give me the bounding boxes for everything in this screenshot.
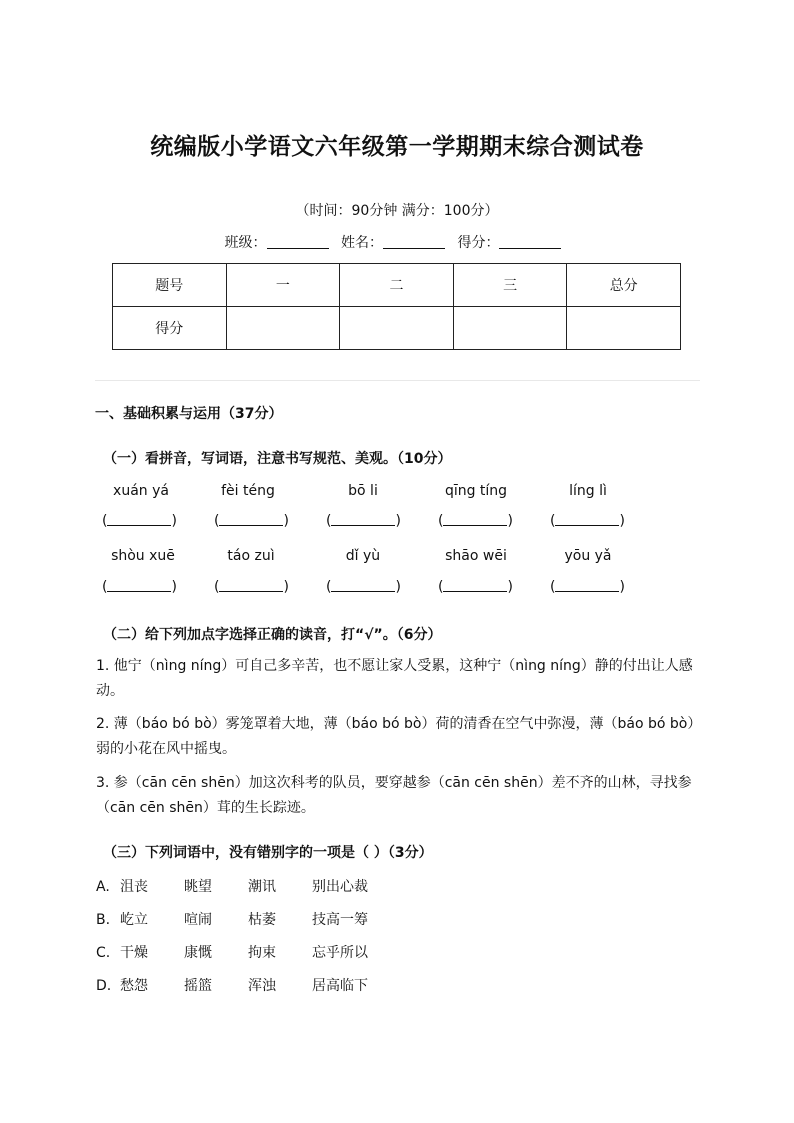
header-cell-1: 一 <box>226 264 340 307</box>
option-word: 浑浊 <box>248 978 276 994</box>
answer-blank[interactable]: ( ) <box>102 579 177 595</box>
class-blank[interactable] <box>267 234 329 249</box>
option-key: A. <box>96 879 110 895</box>
answer-blank[interactable]: ( ) <box>214 513 289 529</box>
option-word: 别出心裁 <box>312 879 368 895</box>
header-cell-3: 三 <box>453 264 567 307</box>
option-a[interactable] <box>96 876 368 896</box>
pinyin-9: shāo wēi <box>445 548 507 564</box>
page-title: 统编版小学语文六年级第一学期期末综合测试卷 <box>150 134 644 160</box>
answer-blank[interactable]: ( ) <box>550 513 625 529</box>
header-cell-2: 二 <box>340 264 454 307</box>
answer-blank[interactable]: ( ) <box>326 579 401 595</box>
name-blank[interactable] <box>383 234 445 249</box>
option-word: 沮丧 <box>120 879 148 895</box>
answer-blank[interactable]: ( ) <box>438 513 513 529</box>
pinyin-10: yōu yǎ <box>564 548 612 564</box>
option-word: 喧闹 <box>184 912 212 928</box>
section-heading-1: 一、基础积累与运用（37分） <box>95 406 283 422</box>
score-cell-1[interactable] <box>226 307 340 350</box>
answer-blank[interactable]: ( ) <box>102 513 177 529</box>
header-cell-number: 题号 <box>113 264 227 307</box>
name-label: 姓名： <box>341 235 383 251</box>
pinyin-2: fèi téng <box>221 483 275 499</box>
option-word: 摇篮 <box>184 978 212 994</box>
answer-blank[interactable]: ( ) <box>326 513 401 529</box>
pinyin-4: qīng tíng <box>444 483 508 499</box>
option-word: 潮讯 <box>248 879 276 895</box>
score-cell-2[interactable] <box>340 307 454 350</box>
option-key: D. <box>96 978 112 994</box>
answer-blank[interactable]: ( ) <box>438 579 513 595</box>
student-info-fields <box>0 232 794 252</box>
part3-title: （三）下列词语中，没有错别字的一项是（ ）（3分） <box>103 845 433 861</box>
option-word: 屹立 <box>120 912 148 928</box>
option-key: B. <box>96 912 111 928</box>
part2-title: （二）给下列加点字选择正确的读音，打“√”。（6分） <box>103 627 442 643</box>
answer-blank[interactable]: ( ) <box>214 579 289 595</box>
option-word: 康慨 <box>184 945 212 961</box>
class-label: 班级： <box>224 235 267 251</box>
pinyin-3: bō li <box>348 483 378 499</box>
question-item-2: 2. 薄（báo bó bò）雾笼罩着大地，薄（báo bó bò）荷的清香在空气中弥漫，薄（báo bó bò）弱的小花在风中摇曳。 <box>96 716 695 757</box>
pinyin-1: xuán yá <box>113 483 169 499</box>
part1-title: （一）看拼音，写词语，注意书写规范、美观。（10分） <box>103 451 452 467</box>
score-table-score-row <box>113 307 681 350</box>
option-word: 愁怨 <box>120 978 148 994</box>
header-cell-total: 总分 <box>567 264 681 307</box>
question-item-3: 3. 参（cān cēn shēn）加这次科考的队员，要穿越参（cān cēn shēn）差不齐的山林，寻找参（cān cēn shēn）茸的生长踪迹。 <box>96 775 692 816</box>
score-table <box>112 263 681 350</box>
row-label-score: 得分 <box>113 307 227 350</box>
score-blank[interactable] <box>499 234 561 249</box>
option-d[interactable] <box>96 975 368 995</box>
option-word: 枯萎 <box>248 912 276 928</box>
option-word: 忘乎所以 <box>312 945 368 961</box>
exam-meta: （时间：90分钟 满分：100分） <box>295 203 499 219</box>
option-key: C. <box>96 945 111 961</box>
option-word: 技高一筹 <box>312 912 368 928</box>
question-item-1: 1. 他宁（nìng níng）可自己多辛苦，也不愿让家人受累，这种宁（nìng níng）静的付出让人感动。 <box>96 658 693 699</box>
score-table-header-row <box>113 264 681 307</box>
option-b[interactable] <box>96 909 368 929</box>
option-c[interactable] <box>96 942 368 962</box>
score-cell-total[interactable] <box>567 307 681 350</box>
score-label: 得分： <box>457 235 500 251</box>
pinyin-8: dǐ yù <box>345 548 381 564</box>
option-word: 拘束 <box>248 945 276 961</box>
divider <box>95 380 700 381</box>
pinyin-7: táo zuì <box>227 548 275 564</box>
score-cell-3[interactable] <box>453 307 567 350</box>
answer-blank[interactable]: ( ) <box>550 579 625 595</box>
pinyin-6: shòu xuē <box>111 548 175 564</box>
option-word: 眺望 <box>184 879 212 895</box>
option-word: 居高临下 <box>312 978 368 994</box>
option-word: 干燥 <box>120 945 148 961</box>
pinyin-5: líng lì <box>569 483 607 499</box>
